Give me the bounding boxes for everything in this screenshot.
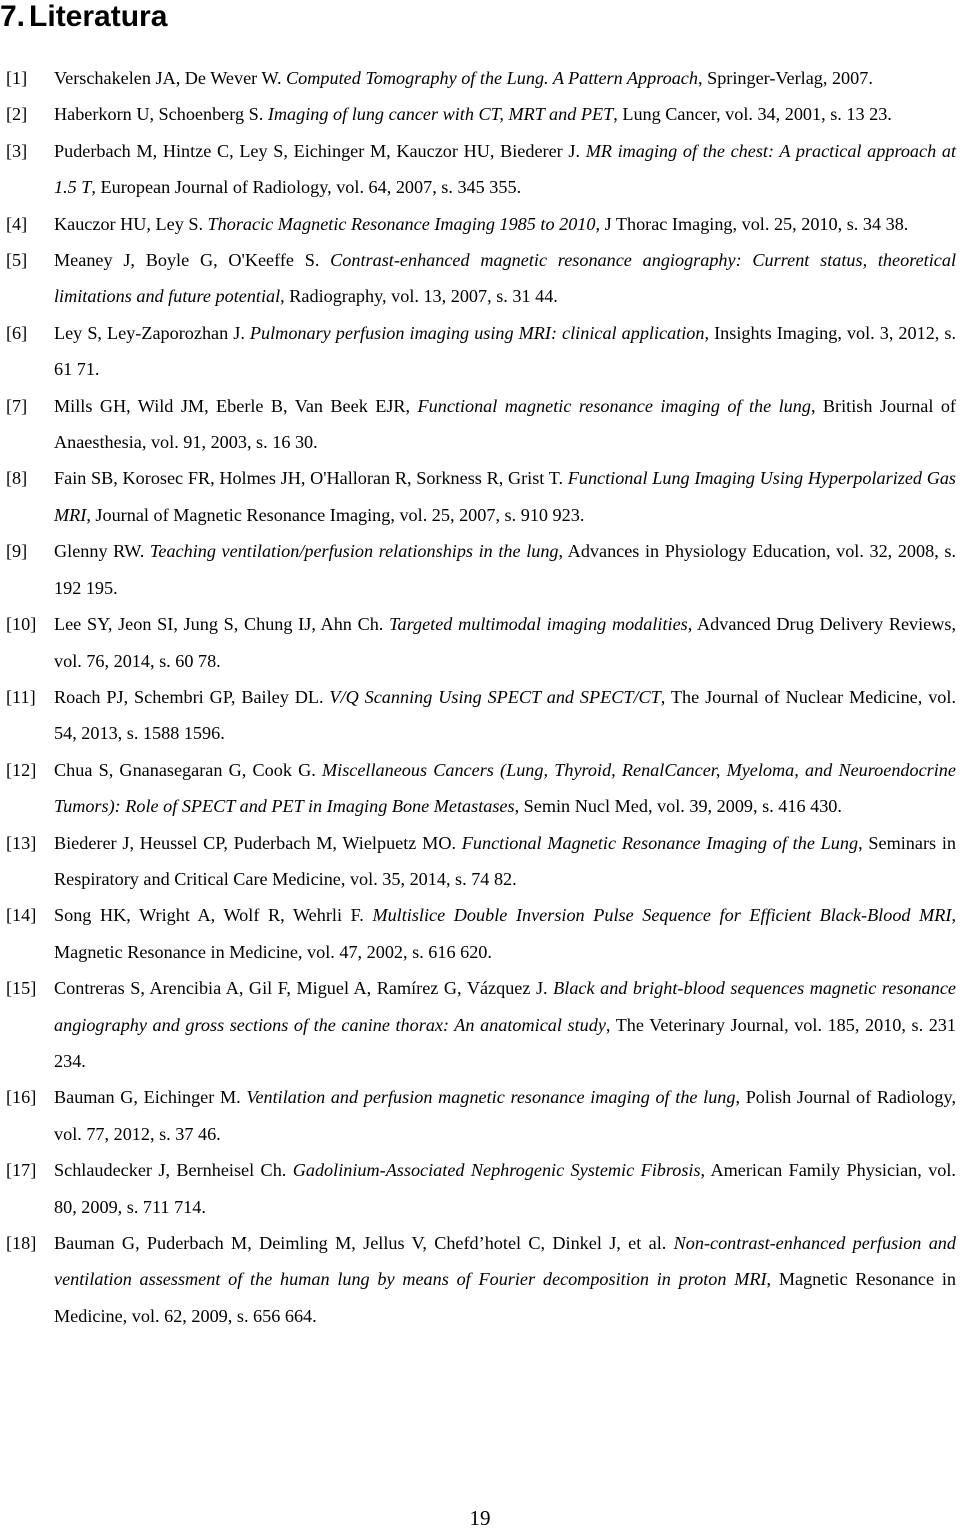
reference-authors: Chua S, Gnanasegaran G, Cook G. xyxy=(54,759,322,780)
reference-item xyxy=(6,460,956,533)
reference-number: [3] xyxy=(6,140,28,161)
reference-authors: Ley S, Ley-Zaporozhan J. xyxy=(54,322,250,343)
reference-item xyxy=(6,1152,956,1225)
reference-number: [9] xyxy=(6,541,28,562)
reference-source: , The Journal of Nuclear Medicine, vol. 54, 2013, s. 1588 1596. xyxy=(54,686,956,744)
reference-item xyxy=(6,606,956,679)
reference-authors: Bauman G, Eichinger M. xyxy=(54,1087,247,1108)
reference-title: Non-contrast-enhanced perfusion and ventilation assessment of the human lung by means of Fourier decomposition in proton MRI xyxy=(54,1233,956,1290)
reference-source: , J Thorac Imaging, vol. 25, 2010, s. 34 38. xyxy=(595,213,909,234)
reference-item xyxy=(6,206,956,242)
reference-item xyxy=(6,60,956,96)
reference-authors: Meaney J, Boyle G, O'Keeffe S. xyxy=(54,250,331,271)
reference-item xyxy=(6,242,956,315)
reference-number: [6] xyxy=(6,322,28,343)
reference-title: Miscellaneous Cancers (Lung, Thyroid, RenalCancer, Myeloma, and Neuroendocrine Tumors): Role of SPECT and PET in Imaging Bone Metastases xyxy=(54,759,956,817)
reference-source: , Advances in Physiology Education, vol. 32, 2008, s. 192 195. xyxy=(54,541,956,598)
reference-number: [18] xyxy=(6,1233,37,1253)
reference-title: Multislice Double Inversion Pulse Sequence for Efficient Black-Blood MRI xyxy=(372,905,952,926)
reference-item xyxy=(6,133,956,206)
reference-authors: Bauman G, Puderbach M, Deimling M, Jellus V, Chefd’hotel C, Dinkel J, et al. xyxy=(54,1233,674,1253)
reference-title: Contrast-enhanced magnetic resonance angiography: Current status, theoretical limitations and future potential xyxy=(54,250,956,307)
reference-title: Targeted multimodal imaging modalities xyxy=(389,614,688,635)
reference-title: MR imaging of the chest: A practical approach at 1.5 T xyxy=(54,140,957,198)
reference-title: Functional Magnetic Resonance Imaging of the Lung xyxy=(461,832,859,853)
reference-number: [12] xyxy=(6,759,37,780)
reference-title: V/Q Scanning Using SPECT and SPECT/CT xyxy=(329,686,661,707)
reference-number: [7] xyxy=(6,395,28,416)
reference-authors: Contreras S, Arencibia A, Gil F, Miguel A, Ramírez G, Vázquez J. xyxy=(54,978,554,999)
reference-authors: Mills GH, Wild JM, Eberle B, Van Beek EJR, xyxy=(54,395,418,416)
reference-title: Computed Tomography of the Lung. A Pattern Approach xyxy=(286,68,698,88)
reference-title: Thoracic Magnetic Resonance Imaging 1985 to 2010 xyxy=(207,213,596,234)
reference-number: [2] xyxy=(6,104,28,125)
reference-authors: Song HK, Wright A, Wolf R, Wehrli F. xyxy=(54,905,373,926)
reference-source: , Radiography, vol. 13, 2007, s. 31 44. xyxy=(280,286,558,307)
section-title: Literatura xyxy=(29,0,168,33)
reference-authors: Kauczor HU, Ley S. xyxy=(54,213,208,234)
reference-number: [15] xyxy=(6,978,37,999)
reference-source: , Journal of Magnetic Resonance Imaging, vol. 25, 2007, s. 910 923. xyxy=(86,504,585,525)
reference-source: , Seminars in Respiratory and Critical Care Medicine, vol. 35, 2014, s. 74 82. xyxy=(54,832,957,889)
section-number: 7. xyxy=(0,0,26,33)
reference-number: [11] xyxy=(6,686,36,707)
reference-source: , Springer-Verlag, 2007. xyxy=(697,68,873,88)
reference-number: [1] xyxy=(6,68,28,88)
reference-number: [17] xyxy=(6,1160,37,1181)
reference-authors: Puderbach M, Hintze C, Ley S, Eichinger M, Kauczor HU, Biederer J. xyxy=(54,140,586,161)
reference-list xyxy=(6,60,956,1334)
reference-item xyxy=(6,825,956,898)
reference-source: , Magnetic Resonance in Medicine, vol. 47, 2002, s. 616 620. xyxy=(54,905,956,962)
reference-item xyxy=(6,96,956,132)
reference-item xyxy=(6,752,956,825)
reference-item xyxy=(6,897,956,970)
reference-source: , British Journal of Anaesthesia, vol. 91, 2003, s. 16 30. xyxy=(54,395,956,453)
reference-title: Pulmonary perfusion imaging using MRI: clinical application xyxy=(249,322,705,343)
reference-title: Black and bright-blood sequences magnetic resonance angiography and gross sections of the canine thorax: An anatomical study xyxy=(54,978,956,1035)
reference-number: [14] xyxy=(6,905,37,926)
reference-item xyxy=(6,1079,956,1152)
reference-item xyxy=(6,679,956,752)
reference-authors: Glenny RW. xyxy=(54,541,150,562)
reference-authors: Haberkorn U, Schoenberg S. xyxy=(54,104,268,125)
reference-title: Ventilation and perfusion magnetic resonance imaging of the lung xyxy=(246,1087,736,1108)
reference-title: Functional Lung Imaging Using Hyperpolarized Gas MRI xyxy=(54,468,956,525)
reference-title: Functional magnetic resonance imaging of the lung xyxy=(417,395,811,416)
page-number: 19 xyxy=(469,1506,491,1530)
reference-item xyxy=(6,315,956,388)
reference-source: , Advanced Drug Delivery Reviews, vol. 76, 2014, s. 60 78. xyxy=(54,614,957,671)
reference-title: Gadolinium-Associated Nephrogenic Systemic Fibrosis xyxy=(292,1160,701,1181)
reference-authors: Biederer J, Heussel CP, Puderbach M, Wielpuetz MO. xyxy=(54,832,462,853)
reference-source: , Magnetic Resonance in Medicine, vol. 62, 2009, s. 656 664. xyxy=(54,1269,956,1326)
reference-number: [4] xyxy=(6,213,28,234)
reference-authors: Roach PJ, Schembri GP, Bailey DL. xyxy=(54,686,330,707)
reference-source: , The Veterinary Journal, vol. 185, 2010, s. 231 234. xyxy=(54,1014,956,1071)
reference-item xyxy=(6,388,956,461)
reference-source: , Semin Nucl Med, vol. 39, 2009, s. 416 430. xyxy=(514,796,842,817)
reference-title: Imaging of lung cancer with CT, MRT and PET xyxy=(267,104,614,125)
reference-source: , American Family Physician, vol. 80, 2009, s. 711 714. xyxy=(54,1160,956,1217)
reference-authors: Schlaudecker J, Bernheisel Ch. xyxy=(54,1160,293,1181)
reference-item xyxy=(6,970,956,1079)
reference-source: , European Journal of Radiology, vol. 64, 2007, s. 345 355. xyxy=(91,177,522,198)
reference-source: , Insights Imaging, vol. 3, 2012, s. 61 71. xyxy=(54,322,957,380)
reference-number: [5] xyxy=(6,250,28,271)
reference-item xyxy=(6,1225,956,1334)
reference-authors: Lee SY, Jeon SI, Jung S, Chung IJ, Ahn Ch. xyxy=(54,614,390,635)
reference-item xyxy=(6,533,956,606)
reference-number: [16] xyxy=(6,1087,37,1108)
reference-number: [13] xyxy=(6,832,37,853)
section-heading xyxy=(0,0,167,34)
reference-number: [10] xyxy=(6,614,37,635)
reference-number: [8] xyxy=(6,468,28,489)
reference-title: Teaching ventilation/perfusion relationships in the lung xyxy=(149,541,559,562)
reference-authors: Fain SB, Korosec FR, Holmes JH, O'Halloran R, Sorkness R, Grist T. xyxy=(54,468,568,489)
reference-authors: Verschakelen JA, De Wever W. xyxy=(54,68,287,88)
reference-source: , Polish Journal of Radiology, vol. 77, 2012, s. 37 46. xyxy=(54,1087,956,1144)
reference-source: , Lung Cancer, vol. 34, 2001, s. 13 23. xyxy=(613,104,892,125)
